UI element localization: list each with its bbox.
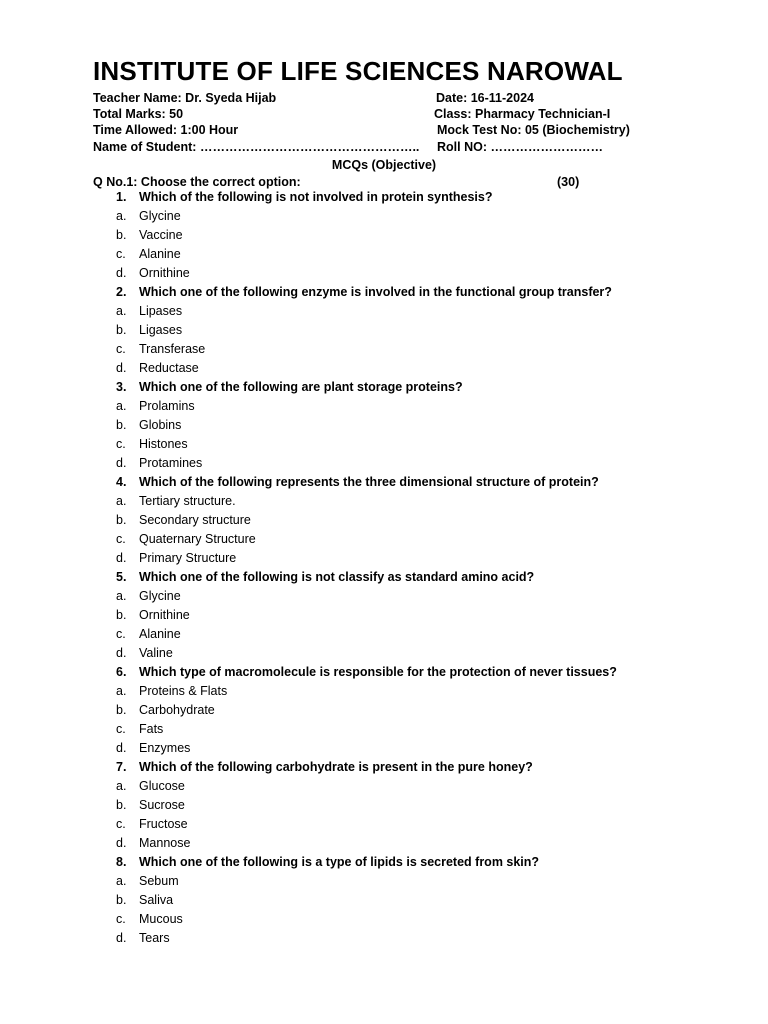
question-item (0, 758, 768, 777)
option-text: Mucous (139, 912, 183, 926)
option-text: Valine (139, 646, 173, 660)
answer-option (0, 929, 768, 948)
option-letter: b. (116, 703, 127, 717)
option-letter: d. (116, 266, 127, 280)
option-text: Ornithine (139, 266, 190, 280)
option-letter: b. (116, 513, 127, 527)
option-text: Quaternary Structure (139, 532, 256, 546)
answer-option (0, 264, 768, 283)
option-letter: b. (116, 323, 127, 337)
question-text: Which of the following carbohydrate is present in the pure honey? (139, 760, 533, 774)
question-item (0, 853, 768, 872)
option-text: Lipases (139, 304, 183, 318)
option-letter: c. (116, 722, 126, 736)
answer-option (0, 435, 768, 454)
answer-option (0, 530, 768, 549)
option-text: Fats (139, 722, 164, 736)
question-number: 1. (116, 190, 127, 204)
option-text: Sucrose (139, 798, 185, 812)
teacher-name: Teacher Name: Dr. Syeda Hijab (93, 91, 277, 105)
answer-option (0, 587, 768, 606)
answer-option (0, 796, 768, 815)
option-letter: b. (116, 893, 127, 907)
option-text: Histones (139, 437, 188, 451)
option-text: Glucose (139, 779, 185, 793)
answer-option (0, 245, 768, 264)
option-letter: d. (116, 741, 127, 755)
option-text: Glycine (139, 589, 181, 603)
option-text: Secondary structure (139, 513, 251, 527)
answer-option (0, 720, 768, 739)
option-letter: a. (116, 589, 127, 603)
time-allowed: Time Allowed: 1:00 Hour (93, 123, 239, 137)
option-text: Vaccine (139, 228, 183, 242)
option-letter: c. (116, 627, 126, 641)
answer-option (0, 815, 768, 834)
option-letter: c. (116, 437, 126, 451)
question-item (0, 188, 768, 207)
option-text: Primary Structure (139, 551, 237, 565)
answer-option (0, 739, 768, 758)
question-number: 2. (116, 285, 127, 299)
option-letter: a. (116, 874, 127, 888)
option-letter: b. (116, 608, 127, 622)
answer-option (0, 454, 768, 473)
answer-option (0, 397, 768, 416)
answer-option (0, 606, 768, 625)
option-text: Tertiary structure. (139, 494, 236, 508)
option-letter: a. (116, 684, 127, 698)
option-letter: d. (116, 361, 127, 375)
question-number: 3. (116, 380, 127, 394)
question-item (0, 378, 768, 397)
option-text: Alanine (139, 247, 181, 261)
option-letter: a. (116, 779, 127, 793)
option-text: Protamines (139, 456, 203, 470)
option-letter: d. (116, 931, 127, 945)
question-marks: (30) (557, 175, 580, 189)
answer-option (0, 701, 768, 720)
option-letter: d. (116, 646, 127, 660)
question-number: 6. (116, 665, 127, 679)
question-item (0, 283, 768, 302)
option-text: Transferase (139, 342, 206, 356)
question-text: Which one of the following is not classify as standard amino acid? (139, 570, 535, 584)
answer-option (0, 226, 768, 245)
option-letter: d. (116, 836, 127, 850)
question-text: Which of the following is not involved in protein synthesis? (139, 190, 493, 204)
option-text: Enzymes (139, 741, 191, 755)
question-text: Which type of macromolecule is responsible for the protection of never tissues? (139, 665, 617, 679)
question-text: Which one of the following are plant storage proteins? (139, 380, 463, 394)
option-text: Proteins & Flats (139, 684, 228, 698)
option-text: Tears (139, 931, 170, 945)
question-text: Which one of the following enzyme is involved in the functional group transfer? (139, 285, 612, 299)
total-marks: Total Marks: 50 (93, 107, 184, 121)
option-letter: b. (116, 418, 127, 432)
institute-title: INSTITUTE OF LIFE SCIENCES NAROWAL (93, 56, 623, 86)
option-text: Mannose (139, 836, 191, 850)
option-letter: c. (116, 817, 126, 831)
answer-option (0, 872, 768, 891)
mcq-list (0, 188, 768, 948)
answer-option (0, 321, 768, 340)
option-text: Ornithine (139, 608, 190, 622)
option-letter: a. (116, 209, 127, 223)
option-text: Reductase (139, 361, 199, 375)
answer-option (0, 682, 768, 701)
student-name-field: Name of Student: …………………………………………….. (93, 140, 420, 154)
roll-number-field: Roll NO: ……………………… (437, 140, 603, 154)
answer-option (0, 625, 768, 644)
question-item (0, 663, 768, 682)
option-letter: d. (116, 551, 127, 565)
question-number: 5. (116, 570, 127, 584)
option-text: Saliva (139, 893, 174, 907)
question-item (0, 568, 768, 587)
option-letter: d. (116, 456, 127, 470)
option-letter: a. (116, 494, 127, 508)
option-letter: a. (116, 304, 127, 318)
exam-date: Date: 16-11-2024 (436, 91, 534, 105)
question-text: Which of the following represents the three dimensional structure of protein? (139, 475, 599, 489)
option-text: Glycine (139, 209, 181, 223)
option-letter: c. (116, 532, 126, 546)
answer-option (0, 549, 768, 568)
option-text: Carbohydrate (139, 703, 215, 717)
option-text: Ligases (139, 323, 183, 337)
option-text: Alanine (139, 627, 181, 641)
question-text: Which one of the following is a type of lipids is secreted from skin? (139, 855, 540, 869)
option-text: Sebum (139, 874, 179, 888)
answer-option (0, 910, 768, 929)
question-number: 8. (116, 855, 127, 869)
answer-option (0, 492, 768, 511)
answer-option (0, 644, 768, 663)
answer-option (0, 511, 768, 530)
option-letter: b. (116, 798, 127, 812)
answer-option (0, 340, 768, 359)
mock-test-number: Mock Test No: 05 (Biochemistry) (437, 123, 630, 137)
section-heading: MCQs (Objective) (331, 158, 437, 172)
option-letter: c. (116, 342, 126, 356)
option-letter: c. (116, 912, 126, 926)
question-instruction: Q No.1: Choose the correct option: (93, 175, 301, 189)
option-letter: c. (116, 247, 126, 261)
option-text: Globins (139, 418, 182, 432)
class-name: Class: Pharmacy Technician-I (434, 107, 611, 121)
answer-option (0, 416, 768, 435)
answer-option (0, 359, 768, 378)
answer-option (0, 891, 768, 910)
option-letter: b. (116, 228, 127, 242)
option-text: Fructose (139, 817, 188, 831)
answer-option (0, 207, 768, 226)
option-letter: a. (116, 399, 127, 413)
answer-option (0, 302, 768, 321)
answer-option (0, 834, 768, 853)
question-number: 7. (116, 760, 127, 774)
question-item (0, 473, 768, 492)
answer-option (0, 777, 768, 796)
option-text: Prolamins (139, 399, 195, 413)
question-number: 4. (116, 475, 127, 489)
